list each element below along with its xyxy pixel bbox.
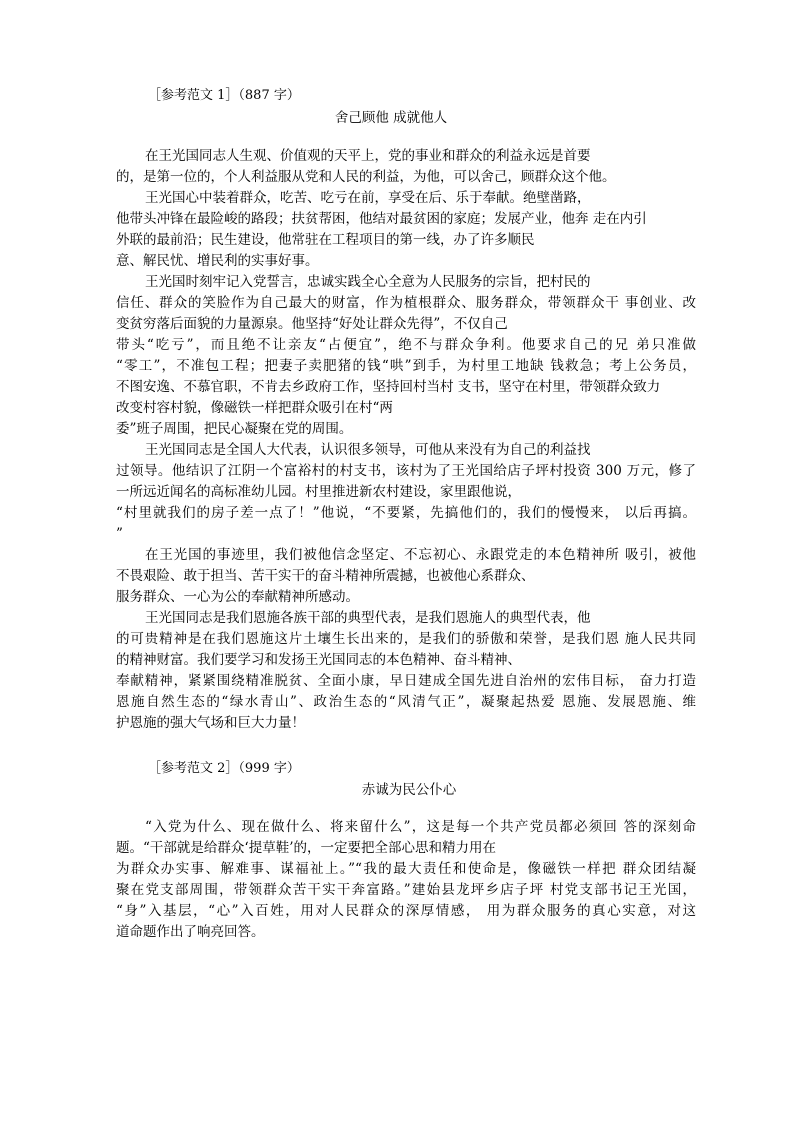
text-line: 王光国时刻牢记入党誓言，忠诚实践全心全意为人民服务的宗旨，把村民的 <box>145 274 591 290</box>
text-line: 不图安逸、不慕官职，不肯去乡政府工作，坚持回村当村 支书，坚守在村里，带领群众致力 <box>116 379 661 395</box>
text-line: 聚在党支部周围，带领群众苦干实干奔富路。”建始县龙坪乡店子坪 村党支部书记王光国， <box>116 882 696 898</box>
text-line: 一所远近闻名的高标准幼儿园。村里推进新农村建设，家里跟他说， <box>116 484 521 500</box>
text-line: 变贫穷落后面貌的力量源泉。他坚持“好处让群众先得”，不仅自己 <box>116 316 508 332</box>
text-line: “身”入基层，“心”入百姓，用对人民群众的深厚情感， 用为群众服务的真心实意，对这 <box>116 903 696 919</box>
text-line: 过领导。他结识了江阴一个富裕村的村支书，该村为了王光国给店子坪村投资 300 万元，修了 <box>116 463 696 479</box>
text-line: ” <box>116 526 123 542</box>
text-line: “零工”，不准包工程；把妻子卖肥猪的钱“哄”到手，为村里工地缺 钱救急；考上公务员， <box>116 358 696 374</box>
text-line: 道命题作出了响亮回答。 <box>116 924 265 940</box>
text-line: 王光国心中装着群众，吃苦、吃亏在前，享受在后、乐于奉献。绝壁凿路， <box>145 190 591 206</box>
essay-2-body <box>116 817 696 943</box>
text-line: 恩施自然生态的“绿水青山”、政治生态的“风清气正”，凝聚起热爱 恩施、发展恩施、维 <box>116 694 696 710</box>
text-line: 意、解民忧、增民利的实事好事。 <box>116 253 319 269</box>
text-line: 信任、群众的笑脸作为自己最大的财富，作为植根群众、服务群众，带领群众干 事创业、改 <box>116 295 696 311</box>
essay-1-title: 舍己顾他 成就他人 <box>334 110 448 126</box>
text-line: 的，是第一位的，个人利益服从党和人民的利益，为他，可以舍己，顾群众这个他。 <box>116 169 616 185</box>
text-line: 奉献精神，紧紧围绕精准脱贫、全面小康，早日建成全国先进自治州的宏伟目标， 奋力打造 <box>116 673 696 689</box>
reference-essay-2-label: ［参考范文 2］（999 字） <box>148 761 300 776</box>
text-line: “入党为什么、现在做什么、将来留什么”，这是每一个共产党员都必须回 答的深刻命 <box>145 819 696 835</box>
essay-2-title: 赤诚为民公仆心 <box>361 782 457 798</box>
text-line: 委”班子周围，把民心凝聚在党的周围。 <box>116 421 353 437</box>
text-line: “村里就我们的房子差一点了！”他说，“不要紧，先搞他们的，我们的慢慢来， 以后再搞。 <box>116 505 696 521</box>
text-line: 外联的最前沿；民生建设，他常驻在工程项目的第一线，办了许多顺民 <box>116 232 535 248</box>
text-line: 服务群众、一心为公的奉献精神所感动。 <box>116 589 359 605</box>
text-line: 在王光国的事迹里，我们被他信念坚定、不忘初心、永跟党走的本色精神所 吸引，被他 <box>145 547 696 563</box>
reference-essay-1-label: ［参考范文 1］（887 字） <box>148 88 300 103</box>
text-line: 的精神财富。我们要学习和发扬王光国同志的本色精神、奋斗精神、 <box>116 652 521 668</box>
text-line: 为群众办实事、解难事、谋福祉上。”“我的最大责任和使命是，像磁铁一样把 群众团结凝 <box>116 861 696 877</box>
text-line: 护恩施的强大气场和巨大力量！ <box>116 715 305 731</box>
text-line: 不畏艰险、敢于担当、苦干实干的奋斗精神所震撼，也被他心系群众、 <box>116 568 535 584</box>
text-line: 改变村容村貌，像磁铁一样把群众吸引在村“两 <box>116 400 393 416</box>
text-line: 在王光国同志人生观、价值观的天平上，党的事业和群众的利益永远是首要 <box>145 148 591 164</box>
text-line: 王光国同志是全国人大代表，认识很多领导，可他从来没有为自己的利益找 <box>145 442 591 458</box>
text-line: 的可贵精神是在我们恩施这片土壤生长出来的，是我们的骄傲和荣誉，是我们恩 施人民共同 <box>116 631 696 647</box>
text-line: 他带头冲锋在最险峻的路段；扶贫帮困，他结对最贫困的家庭；发展产业，他奔 走在内引 <box>116 211 647 227</box>
essay-1-body <box>116 146 696 734</box>
text-line: 王光国同志是我们恩施各族干部的典型代表，是我们恩施人的典型代表，他 <box>145 610 591 626</box>
text-line: 带头“吃亏”，而且绝不让亲友“占便宜”，绝不与群众争利。他要求自己的兄 弟只准做 <box>116 337 696 353</box>
text-line: 题。“干部就是给群众‘提草鞋’的，一定要把全部心思和精力用在 <box>116 840 496 856</box>
